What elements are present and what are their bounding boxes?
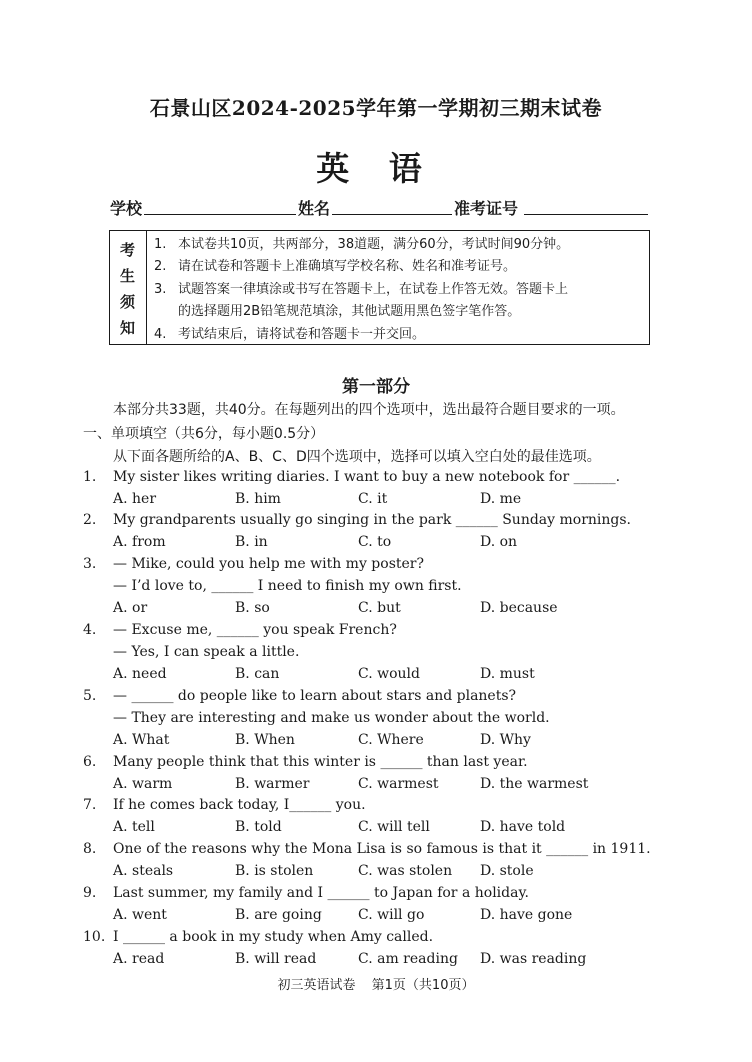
question-stem: My sister likes writing diaries. I want to buy a new notebook for ______. bbox=[113, 469, 621, 485]
answer-option: A. from bbox=[113, 534, 166, 550]
exam-title: 石景山区2024-2025学年第一学期初三期末试卷 bbox=[149, 96, 603, 120]
question-item bbox=[83, 512, 683, 556]
notice-item-text: 的选择题用2B铅笔规范填涂，其他试题用黑色签字笔作答。 bbox=[178, 304, 521, 320]
notice-heading bbox=[110, 231, 147, 344]
notice-heading-char: 知 bbox=[120, 319, 136, 337]
answer-option: B. told bbox=[235, 819, 282, 835]
question-number: 7. bbox=[83, 797, 97, 813]
answer-option: A. need bbox=[113, 666, 167, 682]
notice-item-text: 试题答案一律填涂或书写在答题卡上，在试卷上作答无效。答题卡上 bbox=[178, 281, 569, 297]
notice-heading-char: 须 bbox=[120, 293, 136, 311]
question-number: 9. bbox=[83, 885, 97, 901]
section-title: 一、单项填空（共6分，每小题0.5分） bbox=[83, 426, 325, 442]
question-stem: One of the reasons why the Mona Lisa is so famous is that it ______ in 1911. bbox=[113, 841, 651, 857]
answer-option: C. to bbox=[358, 534, 392, 550]
section-instructions: 从下面各题所给的A、B、C、D四个选项中，选择可以填入空白处的最佳选项。 bbox=[113, 449, 601, 465]
notice-heading-char: 考 bbox=[120, 241, 136, 259]
notice-item-number: 2. bbox=[154, 259, 167, 275]
question-item bbox=[83, 556, 683, 622]
question-stem-reply: — Yes, I can speak a little. bbox=[113, 644, 300, 660]
question-number: 5. bbox=[83, 688, 97, 704]
answer-option: C. am reading bbox=[358, 951, 458, 967]
question-stem: If he comes back today, I______ you. bbox=[113, 797, 366, 813]
notice-item-number: 4. bbox=[154, 326, 167, 342]
question-item bbox=[83, 754, 683, 798]
answer-option: A. read bbox=[113, 951, 165, 967]
question-stem: — ______ do people like to learn about stars and planets? bbox=[113, 688, 517, 704]
exam-id-label: 准考证号 bbox=[454, 199, 519, 218]
answer-option: A. warm bbox=[113, 776, 173, 792]
answer-option: B. are going bbox=[235, 907, 322, 923]
question-number: 4. bbox=[83, 622, 97, 638]
answer-option: A. tell bbox=[113, 819, 155, 835]
question-number: 3. bbox=[83, 556, 97, 572]
answer-option: C. will tell bbox=[358, 819, 430, 835]
question-item bbox=[83, 622, 683, 688]
answer-option: C. but bbox=[358, 600, 401, 616]
answer-option: B. warmer bbox=[235, 776, 310, 792]
question-stem: — Excuse me, ______ you speak French? bbox=[113, 622, 397, 638]
question-stem: My grandparents usually go singing in the park ______ Sunday mornings. bbox=[113, 512, 632, 528]
notice-heading-char: 生 bbox=[120, 267, 136, 285]
question-item bbox=[83, 688, 683, 754]
answer-option: C. was stolen bbox=[358, 863, 453, 879]
notice-item-text: 考试结束后，请将试卷和答题卡一并交回。 bbox=[178, 326, 426, 342]
question-stem: — Mike, could you help me with my poster? bbox=[113, 556, 424, 572]
answer-option: C. it bbox=[358, 491, 388, 507]
answer-option: C. will go bbox=[358, 907, 425, 923]
question-stem: I ______ a book in my study when Amy called. bbox=[113, 929, 434, 945]
question-number: 8. bbox=[83, 841, 97, 857]
answer-option: B. When bbox=[235, 732, 295, 748]
question-number: 2. bbox=[83, 512, 97, 528]
notice-item-number: 1. bbox=[154, 237, 167, 252]
name-label: 姓名 bbox=[298, 199, 331, 218]
answer-option: B. is stolen bbox=[235, 863, 314, 879]
question-stem: Last summer, my family and I ______ to Japan for a holiday. bbox=[113, 885, 529, 901]
exam-id-blank bbox=[524, 214, 648, 215]
page-footer bbox=[0, 974, 752, 993]
candidate-notice-box bbox=[109, 230, 650, 345]
answer-option: D. the warmest bbox=[480, 776, 589, 792]
question-stem: Many people think that this winter is ______ than last year. bbox=[113, 754, 528, 770]
question-stem-reply: — I’d love to, ______ I need to finish my own first. bbox=[113, 578, 462, 594]
answer-option: D. was reading bbox=[480, 951, 587, 967]
notice-items bbox=[154, 234, 644, 346]
part-description: 本部分共33题，共40分。在每题列出的四个选项中，选出最符合题目要求的一项。 bbox=[113, 402, 625, 418]
footer-exam-name: 初三英语试卷 bbox=[277, 978, 356, 993]
answer-option: C. Where bbox=[358, 732, 424, 748]
question-number: 10. bbox=[83, 929, 106, 945]
answer-option: D. have told bbox=[480, 819, 566, 835]
notice-item bbox=[154, 256, 644, 278]
answer-option: A. What bbox=[113, 732, 170, 748]
answer-option: D. because bbox=[480, 600, 558, 616]
part-title: 第一部分 bbox=[342, 377, 410, 397]
answer-option: A. her bbox=[113, 491, 157, 507]
question-item bbox=[83, 797, 683, 841]
notice-item-text: 本试卷共10页，共两部分，38道题，满分60分，考试时间90分钟。 bbox=[178, 237, 570, 252]
answer-option: D. stole bbox=[480, 863, 534, 879]
footer-page-number: 第1页（共10页） bbox=[371, 978, 475, 993]
question-item bbox=[83, 929, 683, 973]
answer-option: D. me bbox=[480, 491, 522, 507]
subject-heading: 英 语 bbox=[316, 149, 436, 188]
school-label: 学校 bbox=[110, 199, 143, 218]
answer-option: B. in bbox=[235, 534, 268, 550]
notice-item bbox=[154, 234, 644, 256]
answer-option: A. steals bbox=[113, 863, 174, 879]
answer-option: C. warmest bbox=[358, 776, 439, 792]
question-number: 1. bbox=[83, 469, 97, 485]
answer-option: D. Why bbox=[480, 732, 531, 748]
name-blank bbox=[332, 214, 452, 215]
notice-item-text: 请在试卷和答题卡上准确填写学校名称、姓名和准考证号。 bbox=[178, 259, 517, 275]
question-item bbox=[83, 469, 683, 513]
candidate-info-row bbox=[110, 196, 650, 222]
answer-option: C. would bbox=[358, 666, 420, 682]
answer-option: A. or bbox=[113, 600, 148, 616]
answer-option: D. have gone bbox=[480, 907, 573, 923]
school-blank bbox=[144, 214, 296, 215]
answer-option: B. him bbox=[235, 491, 281, 507]
question-item bbox=[83, 885, 683, 929]
answer-option: B. so bbox=[235, 600, 270, 616]
answer-option: D. must bbox=[480, 666, 535, 682]
question-number: 6. bbox=[83, 754, 97, 770]
answer-option: A. went bbox=[113, 907, 167, 923]
notice-item-number: 3. bbox=[154, 281, 167, 297]
answer-option: B. will read bbox=[235, 951, 317, 967]
answer-option: D. on bbox=[480, 534, 518, 550]
question-item bbox=[83, 841, 683, 885]
notice-item bbox=[154, 324, 644, 346]
notice-item bbox=[154, 279, 644, 324]
answer-option: B. can bbox=[235, 666, 280, 682]
question-stem-reply: — They are interesting and make us wonder about the world. bbox=[113, 710, 550, 726]
